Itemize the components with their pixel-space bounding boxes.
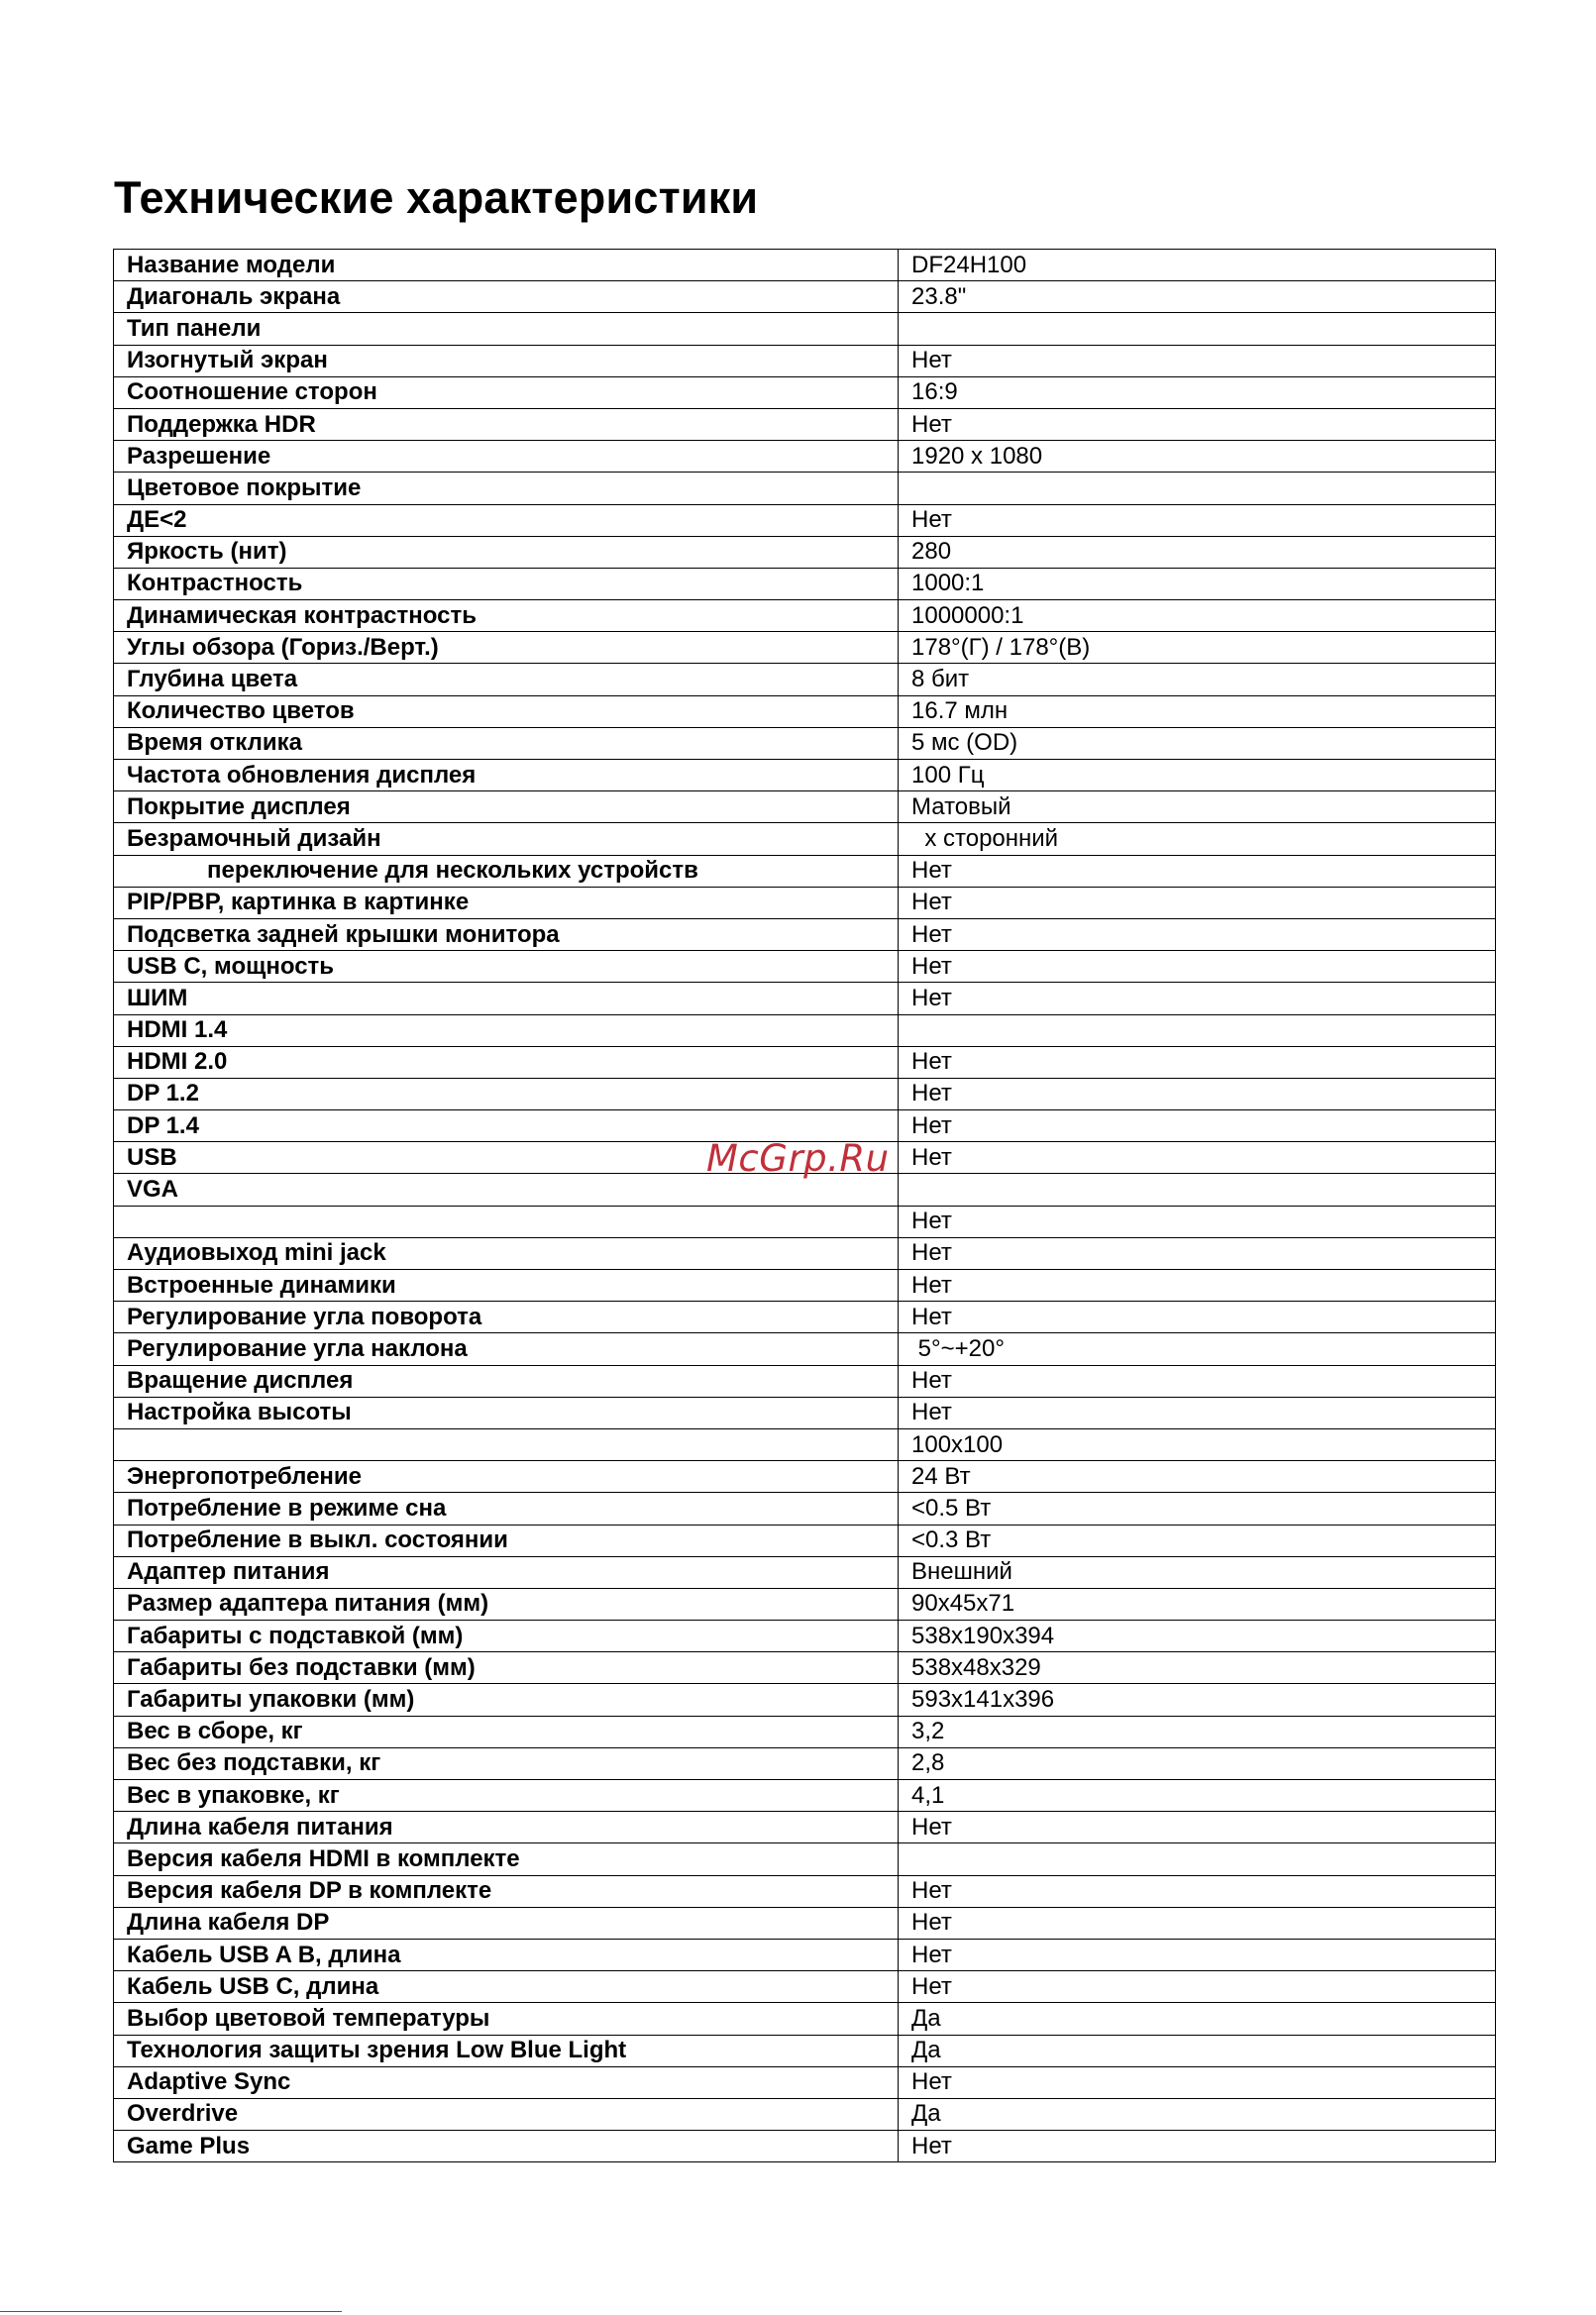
table-row xyxy=(114,664,1496,695)
param-label: Вес в упаковке, кг xyxy=(114,1780,899,1812)
table-row xyxy=(114,376,1496,408)
table-row xyxy=(114,1556,1496,1588)
table-row xyxy=(114,2003,1496,2035)
param-value: Да xyxy=(899,2035,1496,2066)
table-row xyxy=(114,600,1496,632)
param-label: Адаптер питания xyxy=(114,1556,899,1588)
table-row xyxy=(114,1206,1496,1237)
param-value xyxy=(899,473,1496,504)
table-row xyxy=(114,1652,1496,1684)
param-label: Безрамочный дизайн xyxy=(114,823,899,855)
spec-table xyxy=(113,249,1496,2162)
param-label: Динамическая контрастность xyxy=(114,600,899,632)
table-row xyxy=(114,823,1496,855)
param-value: Нет xyxy=(899,1270,1496,1302)
table-row xyxy=(114,1046,1496,1078)
param-value: Нет xyxy=(899,1397,1496,1428)
param-label: Тип панели xyxy=(114,313,899,345)
param-value xyxy=(899,1843,1496,1875)
param-label: Габариты с подставкой (мм) xyxy=(114,1621,899,1652)
param-label: Покрытие дисплея xyxy=(114,791,899,823)
table-row xyxy=(114,632,1496,664)
table-row xyxy=(114,1078,1496,1109)
param-value: Нет xyxy=(899,1206,1496,1237)
param-value: Нет xyxy=(899,1237,1496,1269)
param-value: Нет xyxy=(899,1812,1496,1843)
param-label: переключение для нескольких устройств xyxy=(114,855,899,887)
param-label: Размер адаптера питания (мм) xyxy=(114,1588,899,1620)
table-row xyxy=(114,727,1496,759)
param-label: Поддержка HDR xyxy=(114,408,899,440)
param-label xyxy=(114,1206,899,1237)
table-row xyxy=(114,1365,1496,1397)
param-label: Длина кабеля питания xyxy=(114,1812,899,1843)
param-label: USB C, мощность xyxy=(114,951,899,983)
param-label: Adaptive Sync xyxy=(114,2066,899,2098)
param-label: HDMI 1.4 xyxy=(114,1014,899,1046)
param-value: х сторонний xyxy=(899,823,1496,855)
param-value: 1000000:1 xyxy=(899,600,1496,632)
param-value: Нет xyxy=(899,887,1496,918)
table-row xyxy=(114,1525,1496,1556)
param-value: 100x100 xyxy=(899,1428,1496,1460)
param-value: 178°(Г) / 178°(В) xyxy=(899,632,1496,664)
param-label: Цветовое покрытие xyxy=(114,473,899,504)
param-value: Нет xyxy=(899,1939,1496,1970)
param-label: Выбор цветовой температуры xyxy=(114,2003,899,2035)
table-row xyxy=(114,1812,1496,1843)
param-value: Да xyxy=(899,2003,1496,2035)
param-label: Вращение дисплея xyxy=(114,1365,899,1397)
table-row xyxy=(114,983,1496,1014)
table-row xyxy=(114,441,1496,473)
table-row xyxy=(114,568,1496,599)
table-row xyxy=(114,1397,1496,1428)
table-row xyxy=(114,1843,1496,1875)
table-row xyxy=(114,887,1496,918)
param-value: Матовый xyxy=(899,791,1496,823)
param-value: Нет xyxy=(899,983,1496,1014)
table-row xyxy=(114,2066,1496,2098)
param-label: Частота обновления дисплея xyxy=(114,760,899,791)
table-row xyxy=(114,918,1496,950)
param-value: Внешний xyxy=(899,1556,1496,1588)
param-value: 2,8 xyxy=(899,1747,1496,1779)
table-row xyxy=(114,2035,1496,2066)
param-value xyxy=(899,313,1496,345)
table-row xyxy=(114,695,1496,727)
param-value: 593x141x396 xyxy=(899,1684,1496,1716)
param-label: Время отклика xyxy=(114,727,899,759)
param-value: Нет xyxy=(899,855,1496,887)
param-label: Настройка высоты xyxy=(114,1397,899,1428)
table-row xyxy=(114,1237,1496,1269)
param-label: Потребление в выкл. состоянии xyxy=(114,1525,899,1556)
param-label: Изогнутый экран xyxy=(114,345,899,376)
table-row xyxy=(114,1428,1496,1460)
param-label: Аудиовыход mini jack xyxy=(114,1237,899,1269)
param-label: Контрастность xyxy=(114,568,899,599)
table-row xyxy=(114,1461,1496,1493)
table-row xyxy=(114,536,1496,568)
param-value: Нет xyxy=(899,408,1496,440)
param-label: Вес в сборе, кг xyxy=(114,1716,899,1747)
param-label: Глубина цвета xyxy=(114,664,899,695)
param-value: Нет xyxy=(899,1110,1496,1142)
table-row xyxy=(114,1971,1496,2003)
param-label xyxy=(114,1428,899,1460)
param-value: 100 Гц xyxy=(899,760,1496,791)
table-row xyxy=(114,408,1496,440)
param-value: Нет xyxy=(899,504,1496,536)
param-label: VGA xyxy=(114,1174,899,1206)
param-label: Регулирование угла наклона xyxy=(114,1333,899,1365)
table-row xyxy=(114,1907,1496,1939)
param-value: Нет xyxy=(899,1078,1496,1109)
param-label: Энергопотребление xyxy=(114,1461,899,1493)
table-row xyxy=(114,313,1496,345)
param-label: DP 1.2 xyxy=(114,1078,899,1109)
spec-table-body xyxy=(114,250,1496,2162)
param-value: Нет xyxy=(899,951,1496,983)
watermark: McGrp.Ru xyxy=(706,1137,890,1180)
param-value: 23.8" xyxy=(899,281,1496,313)
param-label: Версия кабеля HDMI в комплекте xyxy=(114,1843,899,1875)
footer-divider xyxy=(0,2311,342,2312)
table-row xyxy=(114,760,1496,791)
param-label: Технология защиты зрения Low Blue Light xyxy=(114,2035,899,2066)
param-value: <0.5 Вт xyxy=(899,1493,1496,1525)
param-label: USB xyxy=(114,1142,899,1174)
param-value: Нет xyxy=(899,1907,1496,1939)
param-value: 8 бит xyxy=(899,664,1496,695)
param-value xyxy=(899,1014,1496,1046)
param-label: Соотношение сторон xyxy=(114,376,899,408)
table-row xyxy=(114,1014,1496,1046)
table-row xyxy=(114,1588,1496,1620)
param-value: Нет xyxy=(899,918,1496,950)
param-label: Габариты без подставки (мм) xyxy=(114,1652,899,1684)
table-row xyxy=(114,1747,1496,1779)
param-value: 1000:1 xyxy=(899,568,1496,599)
table-row xyxy=(114,504,1496,536)
table-row xyxy=(114,1621,1496,1652)
param-value: 3,2 xyxy=(899,1716,1496,1747)
param-label: Яркость (нит) xyxy=(114,536,899,568)
param-label: Габариты упаковки (мм) xyxy=(114,1684,899,1716)
param-label: Вес без подставки, кг xyxy=(114,1747,899,1779)
table-row xyxy=(114,1493,1496,1525)
page-title: Технические характеристики xyxy=(114,172,759,223)
param-value: 5 мс (OD) xyxy=(899,727,1496,759)
table-row xyxy=(114,1875,1496,1907)
param-value: DF24H100 xyxy=(899,250,1496,281)
param-label: Кабель USB A B, длина xyxy=(114,1939,899,1970)
param-value: 16:9 xyxy=(899,376,1496,408)
table-row xyxy=(114,791,1496,823)
table-row xyxy=(114,1270,1496,1302)
param-value: 4,1 xyxy=(899,1780,1496,1812)
param-label: ДЕ<2 xyxy=(114,504,899,536)
param-value: <0.3 Вт xyxy=(899,1525,1496,1556)
param-label: Диагональ экрана xyxy=(114,281,899,313)
param-value: Нет xyxy=(899,1971,1496,2003)
param-value: Нет xyxy=(899,1875,1496,1907)
param-label: Регулирование угла поворота xyxy=(114,1302,899,1333)
table-row xyxy=(114,2131,1496,2162)
param-value: 24 Вт xyxy=(899,1461,1496,1493)
table-row xyxy=(114,250,1496,281)
table-row xyxy=(114,1684,1496,1716)
param-label: Название модели xyxy=(114,250,899,281)
param-label: Кабель USB C, длина xyxy=(114,1971,899,2003)
param-label: Разрешение xyxy=(114,441,899,473)
param-value: Нет xyxy=(899,1142,1496,1174)
param-label: PIP/PBP, картинка в картинке xyxy=(114,887,899,918)
param-value: 90x45x71 xyxy=(899,1588,1496,1620)
param-label: Углы обзора (Гориз./Верт.) xyxy=(114,632,899,664)
param-label: DP 1.4 xyxy=(114,1110,899,1142)
param-label: HDMI 2.0 xyxy=(114,1046,899,1078)
param-value: 538x48x329 xyxy=(899,1652,1496,1684)
param-label: Версия кабеля DP в комплекте xyxy=(114,1875,899,1907)
param-label: Встроенные динамики xyxy=(114,1270,899,1302)
param-label: Overdrive xyxy=(114,2098,899,2130)
param-value: Нет xyxy=(899,1302,1496,1333)
param-value: 16.7 млн xyxy=(899,695,1496,727)
table-row xyxy=(114,345,1496,376)
param-label: Количество цветов xyxy=(114,695,899,727)
param-value: 5°~+20° xyxy=(899,1333,1496,1365)
param-value: Да xyxy=(899,2098,1496,2130)
table-row xyxy=(114,1780,1496,1812)
table-row xyxy=(114,1302,1496,1333)
param-value: Нет xyxy=(899,1365,1496,1397)
param-value xyxy=(899,1174,1496,1206)
param-value: Нет xyxy=(899,2066,1496,2098)
table-row xyxy=(114,1716,1496,1747)
table-row xyxy=(114,1333,1496,1365)
param-value: 1920 x 1080 xyxy=(899,441,1496,473)
param-value: 280 xyxy=(899,536,1496,568)
param-value: Нет xyxy=(899,1046,1496,1078)
table-row xyxy=(114,1939,1496,1970)
param-value: 538x190x394 xyxy=(899,1621,1496,1652)
table-row xyxy=(114,855,1496,887)
param-label: Длина кабеля DP xyxy=(114,1907,899,1939)
param-label: Потребление в режиме сна xyxy=(114,1493,899,1525)
table-row xyxy=(114,2098,1496,2130)
table-row xyxy=(114,473,1496,504)
param-label: Подсветка задней крышки монитора xyxy=(114,918,899,950)
table-row xyxy=(114,951,1496,983)
param-label: ШИМ xyxy=(114,983,899,1014)
param-value: Нет xyxy=(899,2131,1496,2162)
param-label: Game Plus xyxy=(114,2131,899,2162)
param-value: Нет xyxy=(899,345,1496,376)
table-row xyxy=(114,281,1496,313)
